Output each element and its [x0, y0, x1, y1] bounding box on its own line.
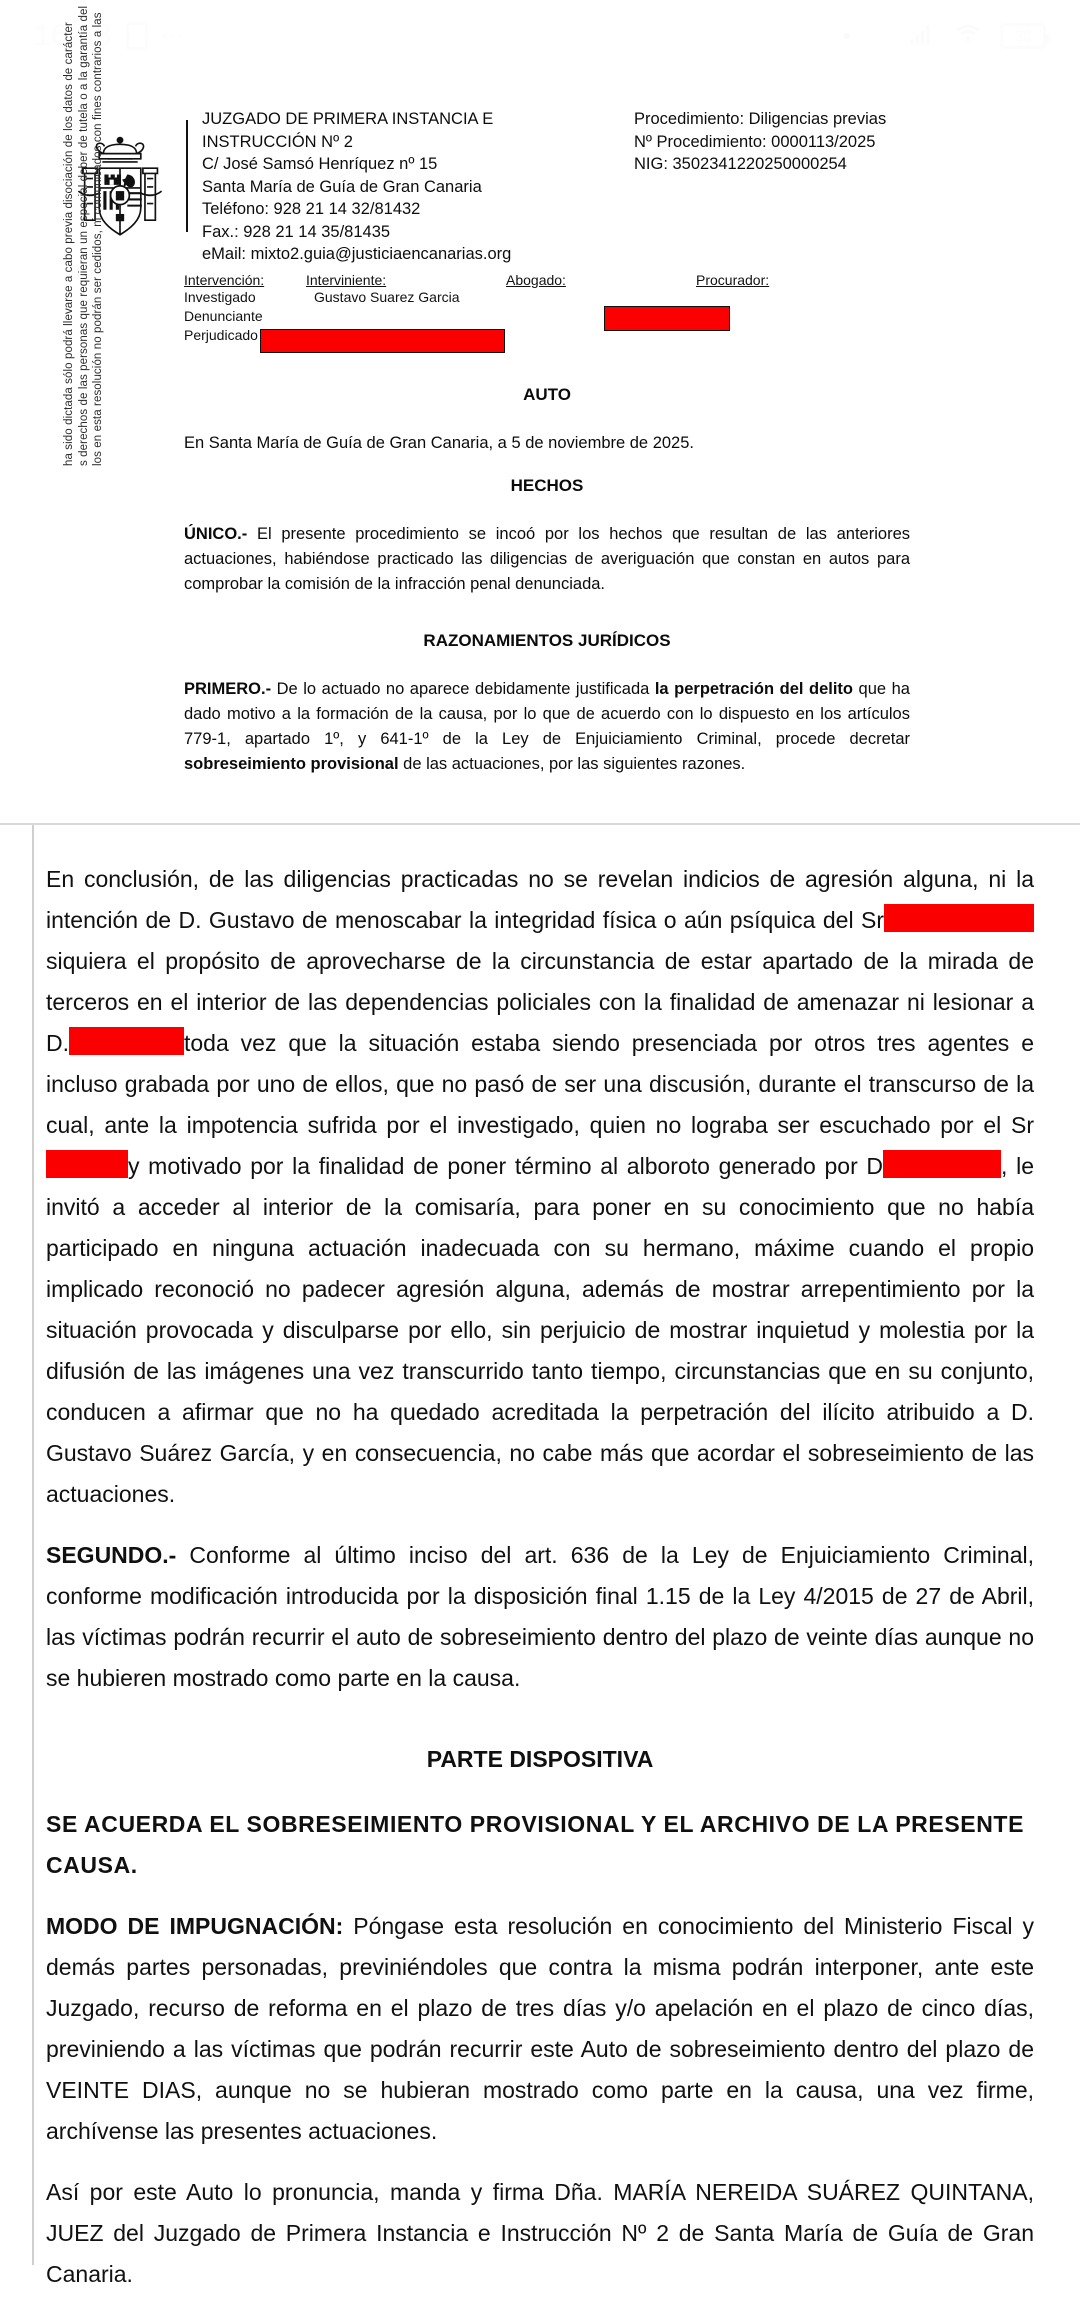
redaction-inline-2	[69, 1027, 184, 1055]
case-number: Nº Procedimiento: 0000113/2025	[634, 132, 876, 151]
impugnacion-label: MODO DE IMPUGNACIÓN:	[46, 1912, 344, 1939]
court-city: Santa María de Guía de Gran Canaria	[202, 177, 482, 196]
primero-text-2: que ha dado motivo a la formación de la causa, por lo que de acuerdo con lo dispuesto en los artículos 779-1, apartado 1º, y 641-1º de la Ley de Enjuiciamiento Criminal, procede decretar	[184, 679, 910, 748]
page-1-body	[36, 385, 1052, 777]
document-page-2	[0, 823, 1080, 2295]
court-address-block	[202, 108, 622, 266]
case-nig: NIG: 3502341220250000254	[634, 155, 847, 173]
conclusion-text-4: y motivado por la finalidad de poner término al alboroto generado por D	[128, 1152, 884, 1179]
primero-bold-2: sobreseimiento provisional	[184, 754, 399, 773]
redaction-block-interviniente	[260, 329, 505, 353]
place-and-date: En Santa María de Guía de Gran Canaria, a 5 de noviembre de 2025.	[184, 433, 694, 452]
column-header-intervencion: Intervención:	[184, 271, 265, 288]
letterhead-divider	[186, 120, 188, 232]
hechos-title: HECHOS	[510, 475, 584, 495]
segundo-text: Conforme al último inciso del art. 636 de la Ley de Enjuiciamiento Criminal, conforme modificación introducida por la disposición final 1.15 de la Ley 4/2015 de 27 de Abril, las víctimas podrán recurrir el auto de sobreseimiento dentro del plazo de veinte días aunque no se hubieren mostrado como parte en la causa.	[46, 1541, 1034, 1691]
acuerdo-statement: SE ACUERDA EL SOBRESEIMIENTO PROVISIONAL Y EL ARCHIVO DE LA PRESENTE CAUSA.	[46, 1810, 1025, 1878]
conclusion-text-2: siquiera el propósito de aprovecharse de la circunstancia de estar apartado de la mirada de terceros en el interior de las dependencias policiales con la finalidad de amenazar ni lesionar a D.	[46, 947, 1034, 1056]
notification-dot-icon	[844, 33, 850, 39]
battery-level-label: 30	[1014, 27, 1032, 45]
court-name-line-1: JUZGADO DE PRIMERA INSTANCIA E	[202, 110, 494, 128]
hechos-label: ÚNICO.-	[184, 524, 248, 543]
letterhead	[36, 98, 1052, 266]
primero-paragraph	[184, 677, 910, 777]
court-street: C/ José Samsó Henríquez nº 15	[202, 155, 438, 173]
party-role: Perjudicado	[184, 327, 258, 343]
redaction-inline-3	[46, 1150, 128, 1178]
redaction-inline-4	[883, 1150, 1001, 1178]
battery-icon	[1000, 23, 1046, 49]
parties-table-header	[184, 272, 904, 288]
conclusion-paragraph	[46, 859, 1034, 1515]
hechos-text: El presente procedimiento se incoó por los hechos que resultan de las anteriores actuaciones, habiéndose practicado las diligencias de averiguación que constan en autos para comprobar la comisión de la infracción penal denunciada.	[184, 524, 910, 593]
case-procedure-type: Procedimiento: Diligencias previas	[634, 110, 887, 128]
hechos-paragraph	[184, 522, 910, 597]
party-role: Denunciante	[184, 308, 263, 324]
cellular-signal-icon	[906, 21, 936, 52]
segundo-paragraph	[46, 1535, 1034, 1699]
column-header-interviniente: Interviniente:	[306, 271, 387, 288]
table-row	[184, 307, 904, 326]
razonamientos-title: RAZONAMIENTOS JURÍDICOS	[423, 630, 671, 650]
conclusion-text-1: En conclusión, de las diligencias practicadas no se revelan indicios de agresión alguna, ni la intención de D. Gustavo de menoscabar la integridad física o aún psíquica del Sr	[46, 865, 1034, 933]
legend-line-2: s derechos de las personas que requieran un especial deber de tutela o a la garantía del	[77, 5, 90, 466]
signature-paragraph: Así por este Auto lo pronuncia, manda y firma Dña. MARÍA NEREIDA SUÁREZ QUINTANA, JUEZ del Juzgado de Primera Instancia e Instrucción Nº 2 de Santa María de Guía de Gran Canaria.	[46, 2178, 1034, 2287]
impugnacion-paragraph	[46, 1906, 1034, 2152]
court-email: eMail: mixto2.guia@justiciaencanarias.org	[202, 245, 512, 263]
parties-table	[184, 272, 904, 345]
party-name: Gustavo Suarez Garcia	[314, 289, 460, 305]
case-reference-block	[622, 108, 1052, 266]
conclusion-text-3: toda vez que la situación estaba siendo presenciada por otros tres agentes e incluso grabada por uno de ellos, que no pasó de ser una discusión, durante el transcurso de la cual, ante la impotencia sufrida por el investigado, quien no lograba ser escuchado por el Sr	[46, 1029, 1034, 1138]
auto-title: AUTO	[523, 384, 571, 404]
letterhead-text	[202, 98, 1052, 266]
redaction-block-abogado	[604, 306, 730, 331]
primero-label: PRIMERO.-	[184, 679, 272, 698]
party-role: Investigado	[184, 289, 256, 305]
court-fax: Fax.: 928 21 14 35/81435	[202, 222, 391, 241]
overflow-dots-icon: ⋯	[161, 23, 186, 48]
legend-line-1: ha sido dictada sólo podrá llevarse a cabo previa disociación de los datos de carácter	[63, 22, 75, 466]
conclusion-text-5: , le invitó a acceder al interior de la comisaría, para poner en su conocimiento que no había participado en ninguna actuación inadecuada con su hermano, máxime cuando el propio implicado reconoció no padecer agresión alguna, además de mostrar arrepentimiento por la situación provocada y disculparse por ello, sin perjuicio de mostrar inquietud y molestia por la difusión de las imágenes una vez transcurrido tanto tiempo, circunstancias que en su conjunto, conducen a afirmar que no ha quedado acreditada la perpetración del ilícito atribuido a D. Gustavo Suárez García, y en consecuencia, no cabe más que acordar el sobreseimiento de las actuaciones.	[46, 1152, 1035, 1507]
status-bar-right	[844, 21, 1046, 52]
court-phone: Teléfono: 928 21 14 32/81432	[202, 200, 421, 218]
app-window-icon	[126, 22, 148, 50]
impugnacion-text: Póngase esta resolución en conocimiento del Ministerio Fiscal y demás partes personadas, previniéndoles que contra la misma podrán interponer, ante este Juzgado, recurso de reforma en el plazo de tres días y/o apelación en el plazo de cinco días, previniendo a las víctimas que podrán recurrir este Auto de sobreseimiento dentro del plazo de VEINTE DIAS, aunque no se hubieran mostrado como parte en la causa, una vez firme, archívense las presentes actuaciones.	[46, 1912, 1034, 2144]
primero-bold-1: la perpetración del delito	[654, 679, 854, 698]
column-header-procurador: Procurador:	[696, 271, 770, 288]
table-row	[184, 288, 904, 307]
redaction-inline-1	[884, 904, 1034, 932]
status-bar-left	[34, 19, 186, 53]
status-bar	[0, 0, 1080, 72]
data-protection-legend	[62, 0, 106, 466]
court-name-line-2: INSTRUCCIÓN Nº 2	[202, 132, 353, 151]
primero-text-1: De lo actuado no aparece debidamente justificada	[271, 679, 655, 698]
status-bar-clock: 16:58	[34, 19, 112, 52]
wifi-icon	[952, 21, 984, 52]
legend-line-3: los en esta resolución no podrán ser cedidos, ni comunicados con fines contrarios a las	[92, 12, 104, 466]
parties-table-body	[184, 288, 904, 345]
primero-text-3: de las actuaciones, por las siguientes razones.	[398, 754, 746, 773]
column-header-abogado: Abogado:	[506, 271, 566, 288]
segundo-label: SEGUNDO.-	[46, 1541, 177, 1568]
parte-dispositiva-title: PARTE DISPOSITIVA	[426, 1745, 654, 1772]
